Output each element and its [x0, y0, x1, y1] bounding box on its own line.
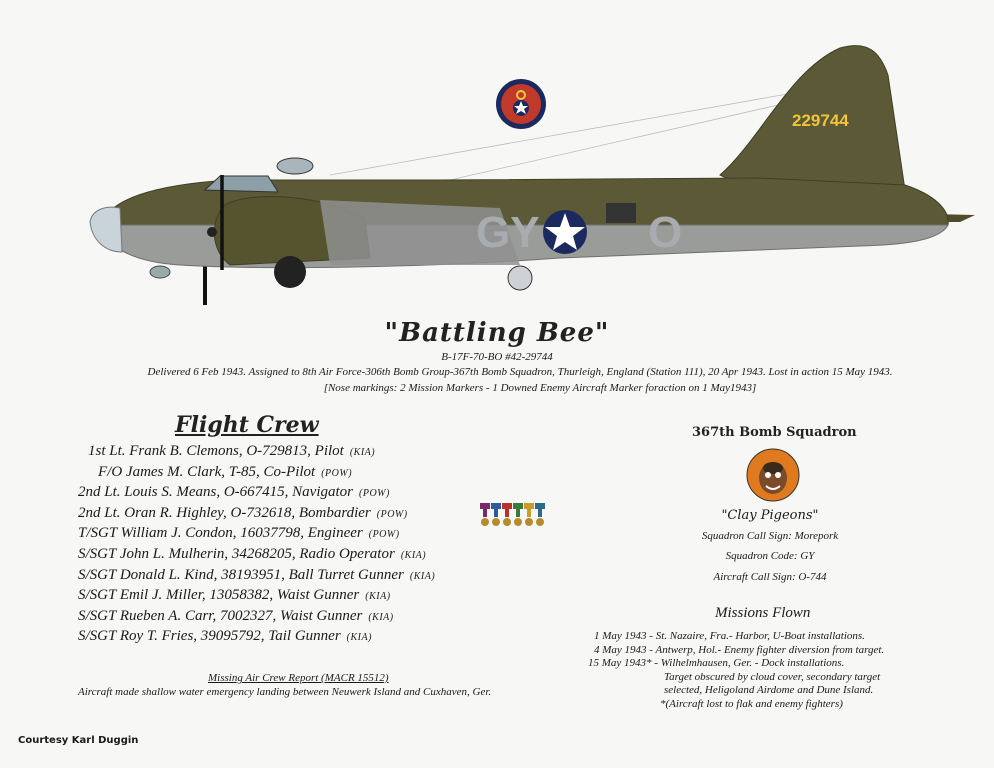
- flight-crew-heading: Flight Crew: [175, 412, 319, 438]
- aircraft-name: "Battling Bee": [384, 318, 610, 348]
- aircraft-history: Delivered 6 Feb 1943. Assigned to 8th Air Force-306th Bomb Group-367th Bomb Squadron, Thurleigh, England (Station 111), 20 Apr 1943. Lost in action 15 May 1943.: [147, 366, 893, 378]
- crew-status: (POW): [368, 529, 400, 541]
- crew-member: [78, 524, 538, 545]
- squadron-call-sign: Squadron Call Sign: Morepork: [701, 530, 839, 542]
- mission-line: 4 May 1943 - Antwerp, Hol.- Enemy fighter diversion from target.: [594, 643, 885, 656]
- crew-status: (KIA): [365, 591, 391, 603]
- crew-member: [78, 607, 538, 628]
- crew-member: [78, 545, 538, 566]
- tail-number: 229744: [792, 111, 849, 130]
- crew-member: [78, 483, 538, 504]
- us-star-roundel: [543, 210, 587, 254]
- macr-description: Aircraft made shallow water emergency landing between Neuwerk Island and Cuxhaven, Ger.: [78, 686, 492, 698]
- macr-heading: Missing Air Crew Report (MACR 15512): [208, 672, 389, 684]
- crew-status: (POW): [321, 467, 353, 479]
- crew-status: (KIA): [409, 570, 436, 582]
- missions-heading: Missions Flown: [715, 605, 811, 621]
- aircraft-profile: [0, 0, 994, 310]
- crew-list: [78, 442, 538, 648]
- squadron-heading: 367th Bomb Squadron: [692, 425, 857, 440]
- crew-member: [78, 627, 538, 648]
- nose-markings-note: [Nose markings: 2 Mission Markers - 1 Downed Enemy Aircraft Marker foraction on 1 May1943]: [323, 382, 757, 394]
- courtesy-credit: Courtesy Karl Duggin: [18, 735, 139, 746]
- clay-pigeon-patch-icon: [746, 448, 800, 502]
- aircraft-call-sign: Aircraft Call Sign: O-744: [713, 571, 827, 583]
- missions-list: [588, 630, 918, 712]
- crew-member-name: S/SGT Rueben A. Carr, 7002327, Waist Gunner: [78, 607, 363, 624]
- mission-line: selected, Heligoland Airdome and Dune Island.: [664, 684, 874, 697]
- code-letters-left: GY: [476, 208, 540, 257]
- crew-status: (POW): [359, 488, 390, 500]
- crew-status: (KIA): [400, 549, 427, 561]
- crew-member: [78, 463, 538, 484]
- mission-line: 15 May 1943* - Wilhelmhausen, Ger. - Dock installations.: [588, 657, 845, 670]
- crew-status: (POW): [376, 508, 408, 520]
- crew-member-name: S/SGT Donald L. Kind, 38193951, Ball Turret Gunner: [78, 566, 404, 583]
- crew-member-name: 1st Lt. Frank B. Clemons, O-729813, Pilot: [88, 443, 344, 459]
- crew-member: [78, 586, 538, 607]
- crew-member: [78, 566, 538, 587]
- code-letter-right: O: [648, 208, 683, 257]
- squadron-nickname: "Clay Pigeons": [721, 508, 819, 523]
- crew-member-name: 2nd Lt. Louis S. Means, O-667415, Navigator: [78, 484, 354, 501]
- eighth-air-force-insignia: [495, 78, 547, 130]
- b17-illustration: [0, 0, 994, 310]
- mission-line: Target obscured by cloud cover, secondary target: [664, 670, 881, 683]
- crew-member-name: S/SGT John L. Mulherin, 34268205, Radio Operator: [78, 545, 395, 562]
- mission-footnote: *(Aircraft lost to flak and enemy fighters): [660, 697, 843, 710]
- crew-member-name: 2nd Lt. Oran R. Highley, O-732618, Bombardier: [78, 504, 371, 521]
- crew-member-name: T/SGT William J. Condon, 16037798, Engineer: [78, 525, 363, 542]
- crew-status: (KIA): [368, 611, 394, 623]
- squadron-code: Squadron Code: GY: [725, 550, 815, 562]
- crew-member-name: F/O James M. Clark, T-85, Co-Pilot: [98, 463, 316, 480]
- aircraft-serial: B-17F-70-BO #42-29744: [441, 351, 553, 363]
- crew-member-name: S/SGT Emil J. Miller, 13058382, Waist Gunner: [78, 587, 360, 604]
- crew-status: (KIA): [349, 447, 376, 458]
- crew-status: (KIA): [346, 632, 372, 644]
- crew-member: [78, 442, 538, 463]
- crew-member-name: S/SGT Roy T. Fries, 39095792, Tail Gunner: [78, 628, 341, 645]
- mission-line: 1 May 1943 - St. Nazaire, Fra.- Harbor, U-Boat installations.: [594, 630, 865, 642]
